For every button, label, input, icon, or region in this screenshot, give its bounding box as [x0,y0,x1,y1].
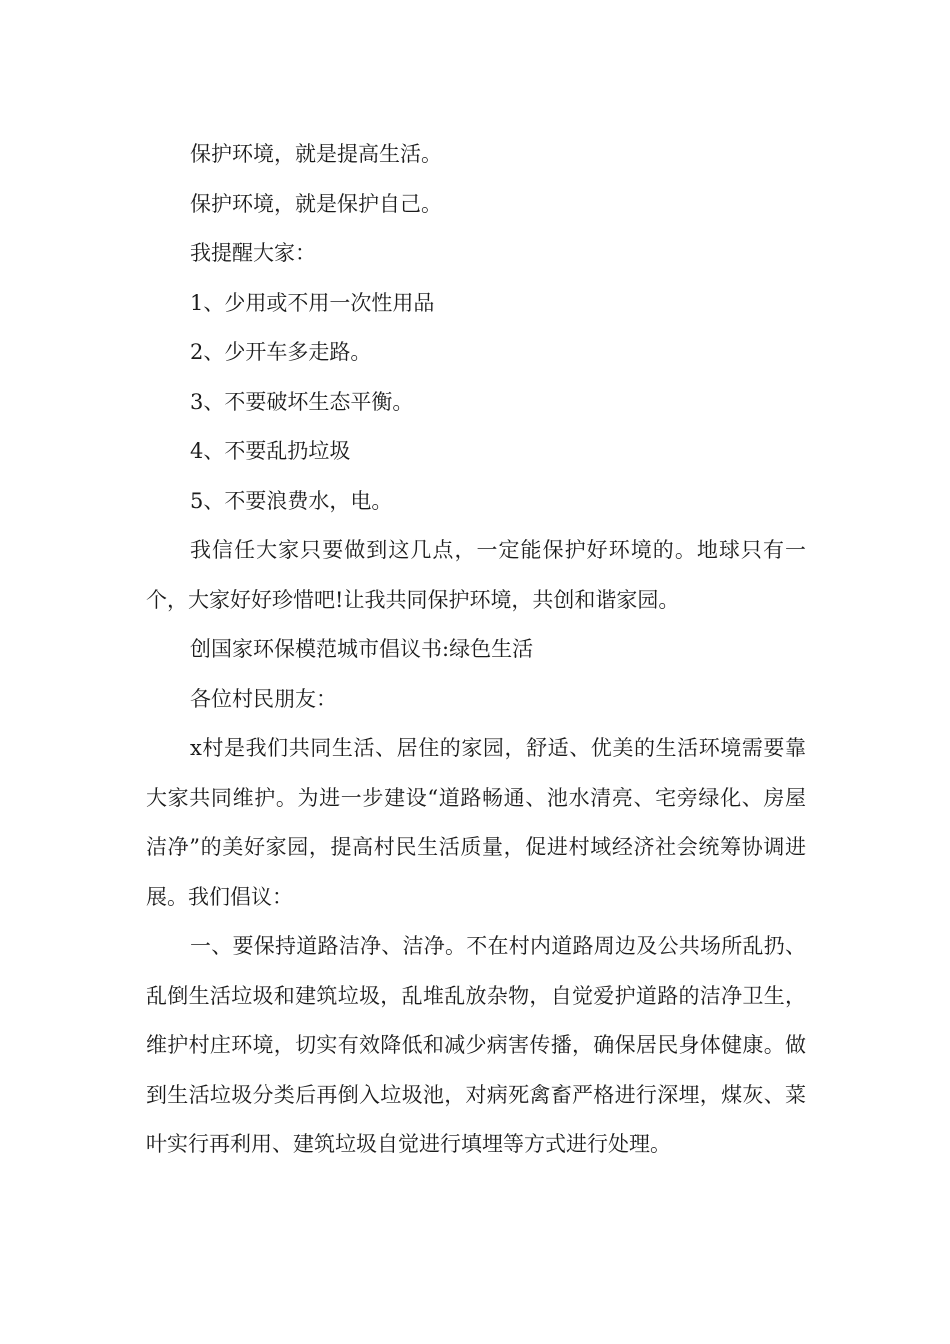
list-item-4: 4、不要乱扔垃圾 [190,439,351,463]
paragraph-conclusion: 我信任大家只要做到这几点，一定能保护好环境的。地球只有一个，大家好好珍惜吧!让我共同保护环境，共创和谐家园。 [146,538,806,612]
list-item-1: 1、少用或不用一次性用品 [190,290,435,315]
list-item-5: 5、不要浪费水，电。 [190,488,393,513]
list-item-2: 2、少开车多走路。 [190,340,372,364]
paragraph-slogan-2: 保护环境，就是保护自己。 [190,191,442,216]
paragraph-proposal-1: 一、要保持道路洁净、洁净。不在村内道路周边及公共场所乱扔、乱倒生活垃圾和建筑垃圾，乱堆乱放杂物，自觉爱护道路的洁净卫生，维护村庄环境，切实有效降低和减少病害传播，确保居民身体健康。做到生活垃圾分类后再倒入垃圾池，对病死禽畜严格进行深埋，煤灰、菜叶实行再利用、建筑垃圾自觉进行填埋等方式进行处理。 [146,934,806,1156]
section-title: 创国家环保模范城市倡议书:绿色生活 [190,637,534,661]
paragraph-intro: x村是我们共同生活、居住的家园，舒适、优美的生活环境需要靠大家共同维护。为进一步建设“道路畅通、池水清亮、宅旁绿化、房屋洁净”的美好家园，提高村民生活质量，促进村域经济社会统筹协调进展。我们倡议： [146,736,806,909]
list-item-3: 3、不要破坏生态平衡。 [190,389,414,414]
salutation: 各位村民朋友： [190,686,337,711]
document-page [146,130,806,1170]
paragraph-slogan-1: 保护环境，就是提高生活。 [190,142,442,166]
paragraph-reminder-intro: 我提醒大家： [190,241,316,265]
